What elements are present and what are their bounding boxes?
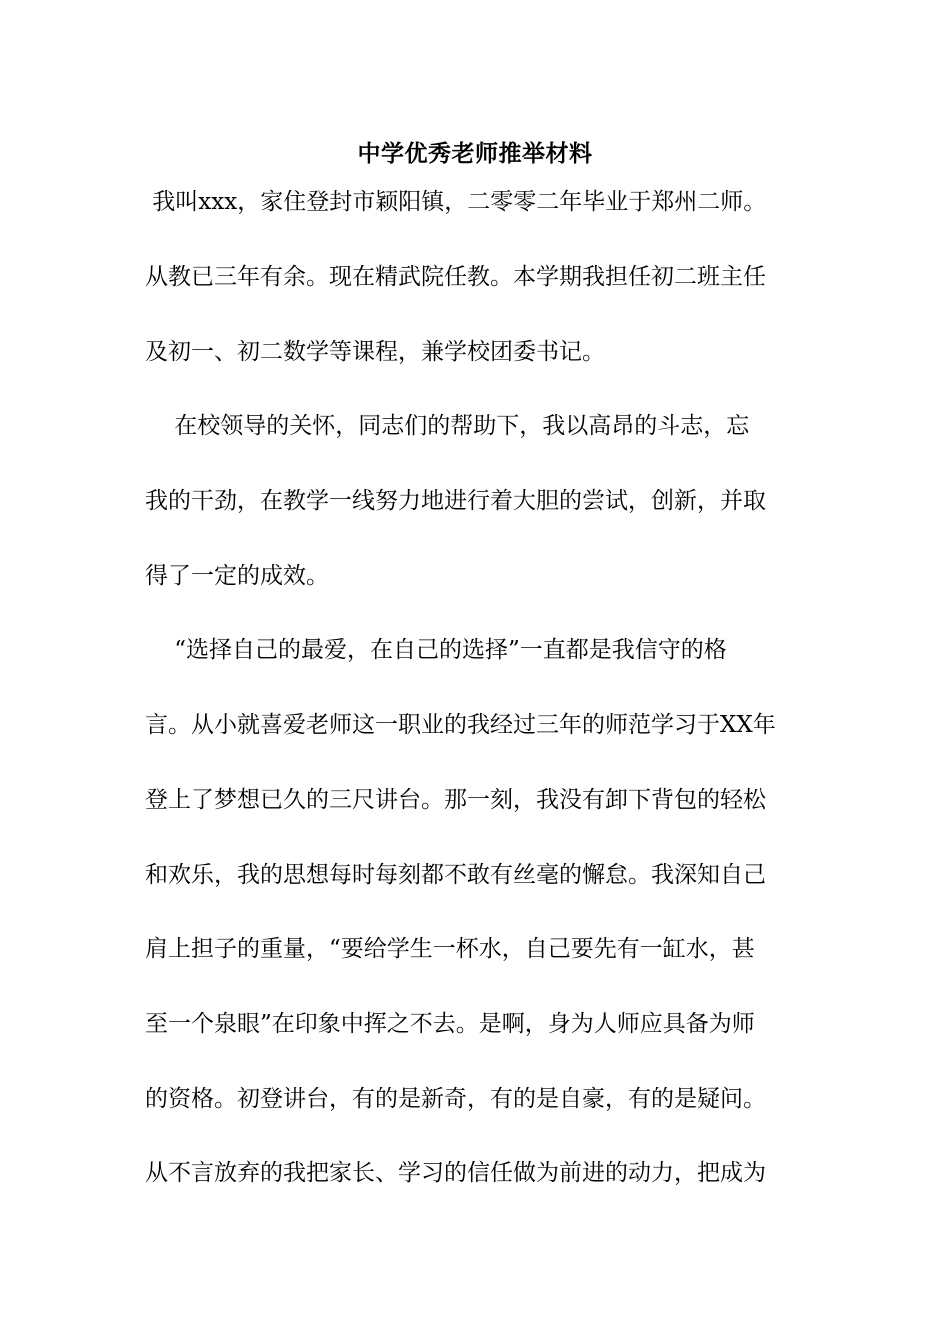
paragraph-line: 和欢乐，我的思想每时每刻都不敢有丝毫的懈怠。我深知自己 [145,862,766,888]
paragraph-line: 登上了梦想已久的三尺讲台。那一刻，我没有卸下背包的轻松 [145,787,766,813]
paragraph-line: 从教已三年有余。现在精武院任教。本学期我担任初二班主任 [145,264,766,290]
paragraph-line: 在校领导的关怀，同志们的帮助下，我以高昂的斗志，忘 [145,413,750,439]
paragraph-line: 我的干劲，在教学一线努力地进行着大胆的尝试，创新，并取 [145,488,766,514]
paragraph-line: 得了一定的成效。 [145,563,329,589]
paragraph-line: 至一个泉眼”在印象中挥之不去。是啊，身为人师应具备为师 [145,1011,755,1037]
paragraph-line: 肩上担子的重量，“要给学生一杯水，自己要先有一缸水，甚 [145,936,755,962]
paragraph-line: 我叫xxx，家住登封市颖阳镇，二零零二年毕业于郑州二师。 [145,189,767,215]
paragraph-line: 及初一、初二数学等课程，兼学校团委书记。 [145,339,605,365]
paragraph-line: 的资格。初登讲台，有的是新奇，有的是自豪，有的是疑问。 [145,1086,766,1112]
document-title: 中学优秀老师推举材料 [357,140,593,167]
paragraph-line: 言。从小就喜爱老师这一职业的我经过三年的师范学习于XX年 [145,712,776,738]
paragraph-line: 从不言放弃的我把家长、学习的信任做为前进的动力，把成为 [145,1160,766,1186]
paragraph-line: “选择自己的最爱，在自己的选择”一直都是我信守的格 [145,637,727,663]
